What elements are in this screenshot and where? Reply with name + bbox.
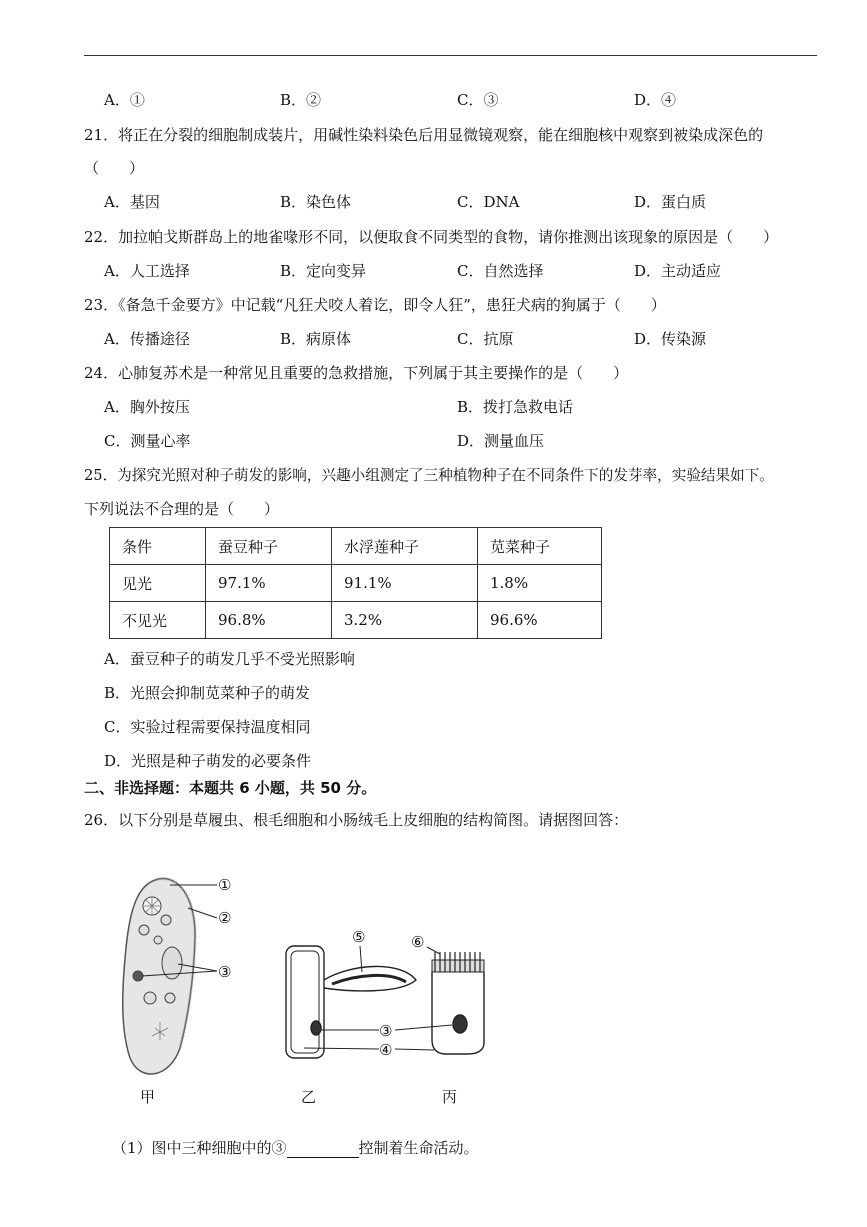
q21-paren: （ ） [84,159,145,177]
cell-diagram [100,868,520,1113]
q21-option-a: A．基因 [104,193,160,211]
marker-2: ② [218,909,232,927]
q23-option-b: B．病原体 [280,330,352,348]
answer-blank[interactable] [287,1141,359,1158]
q25-option-a: A．蚕豆种子的萌发几乎不受光照影响 [104,650,355,668]
table-header-row [110,528,602,565]
q26-sub1-prefix: （1）图中三种细胞中的③ [112,1139,287,1157]
q20-option-b: B．② [280,91,322,109]
q23-option-d: D．传染源 [634,330,707,348]
marker-5: ⑤ [352,928,366,946]
table-cell: 不见光 [110,602,206,639]
q21-option-d: D．蛋白质 [634,193,707,211]
q22-option-b: B．定向变异 [280,262,367,280]
q21-stem: 21．将正在分裂的细胞制成装片，用碱性染料染色后用显微镜观察，能在细胞核中观察到被染成深色的 [84,126,764,144]
table-row [110,602,602,639]
marker-3: ③ [218,963,232,981]
q25-option-d: D．光照是种子萌发的必要条件 [104,752,312,770]
table-header-cell: 水浮莲种子 [332,528,478,565]
q22-option-d: D．主动适应 [634,262,722,280]
caption-yi: 乙 [301,1088,317,1106]
root-hair-cell-drawing [286,946,416,1058]
table-cell: 3.2% [332,602,478,639]
table-cell: 96.8% [206,602,332,639]
q25-stem-line1: 25．为探究光照对种子萌发的影响，兴趣小组测定了三种植物种子在不同条件下的发芽率，实验结果如下。 [84,467,774,484]
table-header-cell: 苋菜种子 [478,528,602,565]
q24-option-a: A．胸外按压 [104,398,190,416]
marker-3b: ③ [379,1022,393,1040]
q25-stem-line2: 下列说法不合理的是（ ） [84,500,280,518]
caption-jia: 甲 [140,1088,156,1106]
q20-option-c: C．③ [457,91,499,109]
q22-option-c: C．自然选择 [457,262,544,280]
table-cell: 1.8% [478,565,602,602]
q21-option-c: C．DNA [457,193,520,211]
q20-option-a: A．① [104,91,145,109]
table-header-cell: 条件 [110,528,206,565]
marker-4: ④ [379,1041,393,1059]
q23-stem: 23．《备急千金要方》中记载“凡狂犬咬人着讫，即令人狂”，患狂犬病的狗属于（ ） [84,296,666,314]
header-rule [84,55,817,56]
table-row [110,565,602,602]
q22-stem: 22．加拉帕戈斯群岛上的地雀喙形不同，以便取食不同类型的食物，请你推测出该现象的原因是（ ） [84,228,779,246]
cell-diagram-svg [100,868,520,1113]
table-cell: 91.1% [332,565,478,602]
q26-sub1-suffix: 控制着生命活动。 [358,1139,479,1157]
table-header-cell: 蚕豆种子 [206,528,332,565]
paramecium-drawing [123,879,195,1074]
q26-stem: 26．以下分别是草履虫、根毛细胞和小肠绒毛上皮细胞的结构简图。请据图回答： [84,811,629,829]
q20-option-d: D．④ [634,91,677,109]
table-cell: 见光 [110,565,206,602]
q25-option-c: C．实验过程需要保持温度相同 [104,718,311,736]
q23-option-a: A．传播途径 [104,330,190,348]
germination-table [109,527,602,639]
q24-stem: 24．心肺复苏术是一种常见且重要的急救措施，下列属于其主要操作的是（ ） [84,364,629,382]
q24-option-b: B．拨打急救电话 [457,398,574,416]
q21-option-b: B．染色体 [280,193,352,211]
q25-option-b: B．光照会抑制苋菜种子的萌发 [104,684,311,702]
section-heading: 二、非选择题：本题共 6 小题，共 50 分。 [84,779,377,797]
marker-6: ⑥ [411,933,425,951]
paramecium-markers [218,876,231,981]
villus-cell-drawing [432,952,484,1054]
q26-sub1 [112,1138,479,1158]
table-cell: 96.6% [478,602,602,639]
q24-option-d: D．测量血压 [457,432,545,450]
q23-option-c: C．抗原 [457,330,514,348]
q24-option-c: C．测量心率 [104,432,191,450]
caption-bing: 丙 [442,1088,458,1106]
q22-option-a: A．人工选择 [104,262,190,280]
table-cell: 97.1% [206,565,332,602]
marker-1: ① [218,876,232,894]
cell-markers [352,928,424,1059]
